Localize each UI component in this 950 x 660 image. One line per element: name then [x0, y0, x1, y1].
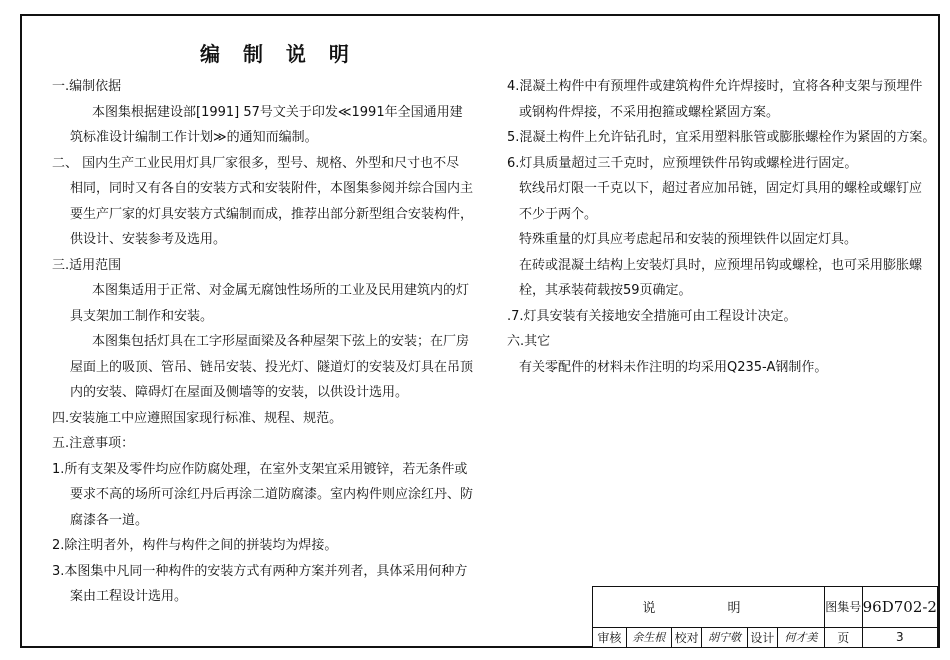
text-line: 软线吊灯限一千克以下，超过者应加吊链，固定灯具用的螺栓或螺钉应 [519, 181, 923, 196]
text-line: 本图集根据建设部[1991] 57号文关于印发≪1991年全国通用建 [92, 104, 463, 120]
atlas-label: 图集号 [824, 587, 862, 628]
check-label: 校对 [671, 627, 702, 647]
text-line: .7.灯具安装有关接地安全措施可由工程设计决定。 [507, 308, 797, 324]
text-line: 五.注意事项： [52, 436, 135, 451]
text-line: 内的安装、障碍灯在屋面及侧墙等的安装，以供设计选用。 [70, 385, 409, 400]
text-line: 本图集包括灯具在工字形屋面梁及各种屋架下弦上的安装；在厂房 [92, 334, 470, 349]
text-line: 1.所有支架及零件均应作防腐处理，在室外支架宜采用镀锌，若无条件或 [52, 461, 468, 477]
text-line: 6.灯具质量超过三千克时，应预埋铁件吊钩或螺栓进行固定。 [507, 155, 858, 171]
text-line: 屋面上的吸顶、管吊、链吊安装、投光灯、隧道灯的安装及灯具在吊顶 [70, 359, 474, 375]
title-block [592, 586, 938, 648]
design-label: 设计 [747, 627, 778, 647]
text-line: 特殊重量的灯具应考虑起吊和安装的预埋铁件以固定灯具。 [519, 232, 858, 247]
page-title: 编 制 说 明 [200, 42, 357, 66]
text-line: 供设计、安装参考及选用。 [70, 232, 227, 247]
text-line: 具支架加工制作和安装。 [70, 308, 214, 324]
text-line: 5.混凝土构件上允许钻孔时，宜采用塑料胀管或膨胀螺栓作为紧固的方案。 [507, 130, 936, 145]
text-line: 四.安装施工中应遵照国家现行标准、规程、规范。 [52, 410, 343, 426]
check-signature: 胡宁敬 [702, 627, 747, 647]
left-column [52, 74, 474, 610]
text-line: 2.除注明者外，构件与构件之间的拼装均为焊接。 [52, 538, 338, 553]
text-line: 三.适用范围 [52, 257, 122, 273]
text-line: 腐漆各一道。 [70, 512, 149, 528]
text-line: 不少于两个。 [519, 206, 598, 222]
review-signature: 余生根 [626, 627, 671, 647]
text-line: 要求不高的场所可涂红丹后再涂二道防腐漆。室内构件则应涂红丹、防 [70, 487, 474, 502]
text-line: 3.本图集中凡同一种构件的安装方式有两种方案并列者，具体采用何种方 [52, 563, 468, 579]
text-line: 要生产厂家的灯具安装方式编制而成，推荐出部分新型组合安装构件， [70, 206, 474, 222]
text-line: 本图集适用于正常、对金属无腐蚀性场所的工业及民用建筑内的灯 [92, 283, 470, 298]
text-line: 二、 国内生产工业民用灯具厂家很多，型号、规格、外型和尺寸也不尽 [52, 155, 460, 171]
drawing-name: 说 明 [593, 587, 825, 628]
page-label: 页 [824, 627, 862, 647]
text-line: 六.其它 [507, 334, 551, 349]
text-line: 栓，其承装荷载按59页确定。 [519, 283, 692, 298]
right-column [507, 74, 936, 380]
design-signature: 何才美 [778, 627, 825, 647]
text-line: 在砖或混凝土结构上安装灯具时，应预埋吊钩或螺栓，也可采用膨胀螺 [519, 257, 923, 273]
text-line: 4.混凝土构件中有预埋件或建筑构件允许焊接时，宜将各种支架与预埋件 [507, 79, 923, 94]
text-line: 一.编制依据 [52, 79, 122, 94]
page-number: 3 [862, 627, 937, 647]
text-line: 或钢构件焊接，不采用抱箍或螺栓紧固方案。 [519, 104, 780, 120]
text-line: 相同，同时又有各自的安装方式和安装附件，本图集参阅并综合国内主 [70, 181, 474, 196]
text-line: 有关零配件的材料未作注明的均采用Q235-A钢制作。 [519, 359, 828, 375]
review-label: 审核 [593, 627, 627, 647]
text-line: 案由工程设计选用。 [70, 589, 188, 604]
text-line: 筑标准设计编制工作计划≫的通知而编制。 [70, 130, 318, 145]
atlas-number: 96D702-2 [862, 587, 937, 628]
